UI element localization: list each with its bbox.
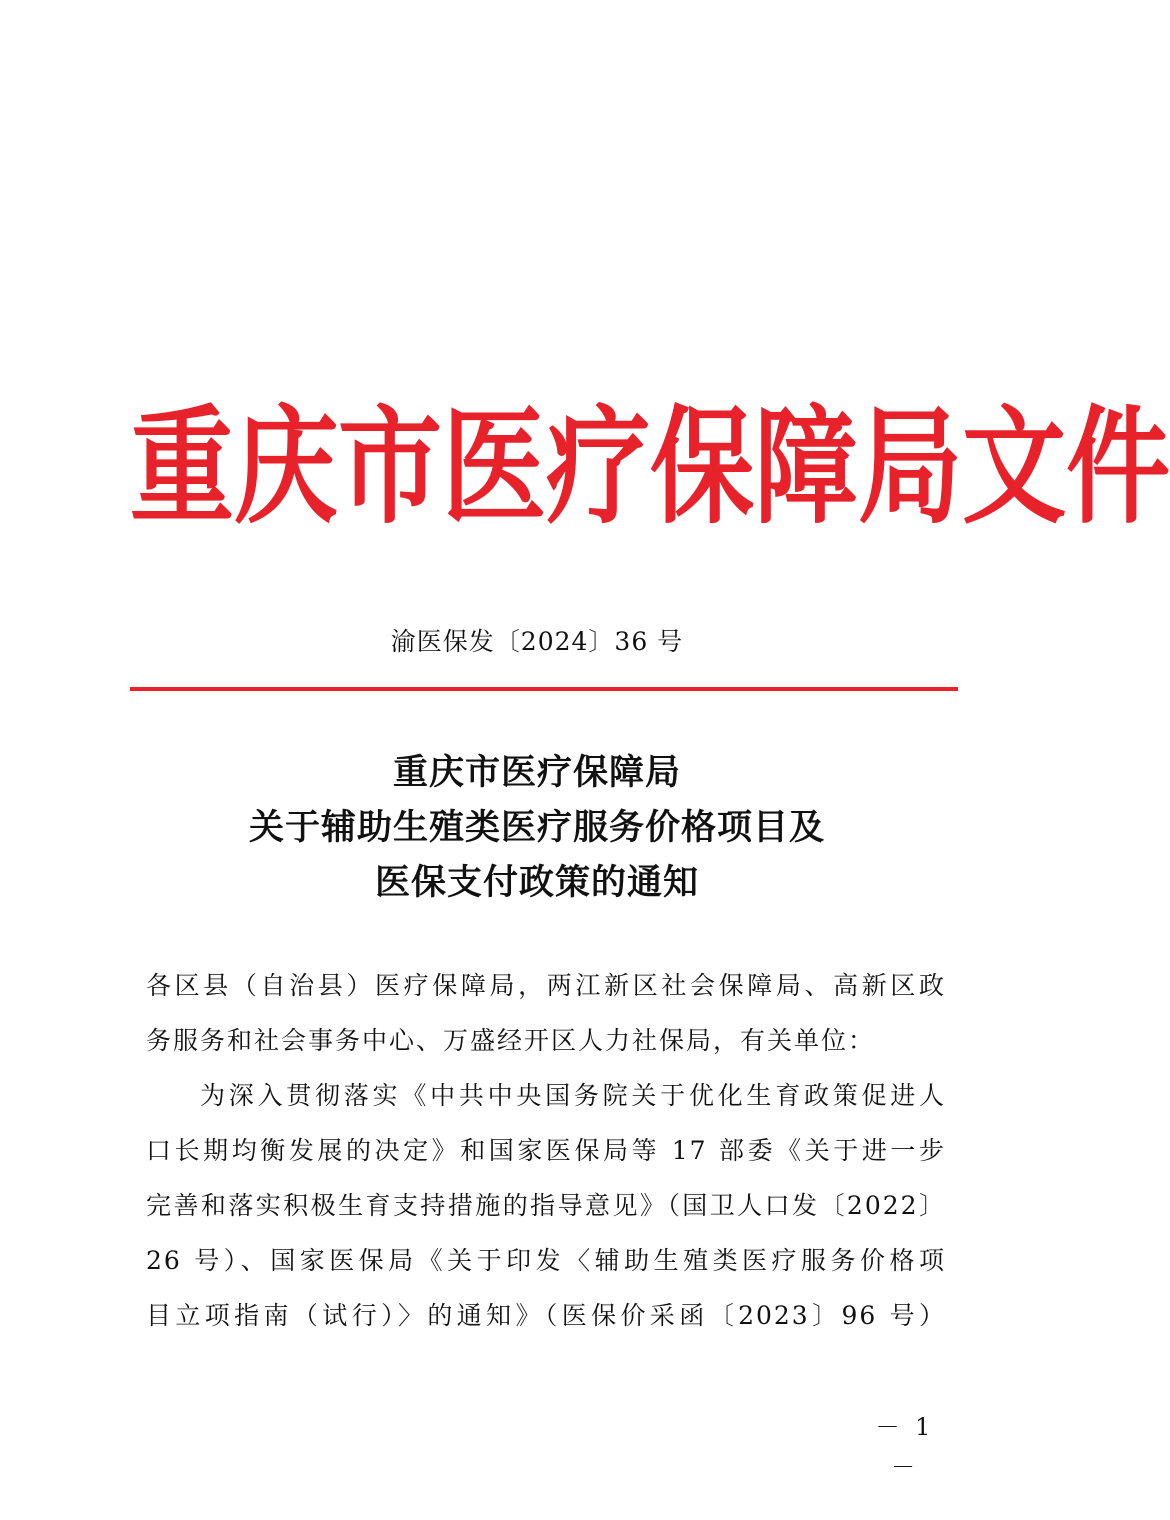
masthead-char: 庆 [234,392,339,542]
document-title [0,745,1074,910]
masthead-title [130,392,1170,542]
body-line: 目立项指南（试行）〉的通知》（医保价采函〔2023〕96 号） [146,1301,946,1330]
body-line: 口长期均衡发展的决定》和国家医保局等 17 部委《关于进一步 [146,1136,946,1165]
body-line: 务服务和社会事务中心、万盛经开区人力社保局，有关单位： [146,1026,876,1055]
title-line-1: 重庆市医疗保障局 [392,752,681,793]
masthead-char: 重 [130,392,235,542]
title-line-2: 关于辅助生殖类医疗服务价格项目及 [248,807,825,848]
masthead-char: 保 [650,392,755,542]
masthead-char: 医 [442,392,547,542]
masthead-char: 局 [858,392,963,542]
masthead-char: 件 [1066,392,1170,542]
document-number: 渝医保发〔2024〕36 号 [390,627,684,656]
body-text [146,958,946,1343]
masthead-char: 市 [338,392,443,542]
red-divider-rule [130,687,958,691]
masthead-char: 文 [962,392,1067,542]
title-line-3: 医保支付政策的通知 [374,862,699,903]
body-line: 为深入贯彻落实《中共中央国务院关于优化生育政策促进人 [200,1081,946,1110]
body-line: 26 号）、国家医保局《关于印发〈辅助生殖类医疗服务价格项 [146,1246,946,1275]
page-number: － 1 － [875,1413,935,1481]
masthead-char: 障 [754,392,859,542]
body-line: 各区县（自治县）医疗保障局，两江新区社会保障局、高新区政 [146,971,946,1000]
body-line: 完善和落实积极生育支持措施的指导意见》（国卫人口发〔2022〕 [146,1191,946,1220]
masthead-char: 疗 [546,392,651,542]
